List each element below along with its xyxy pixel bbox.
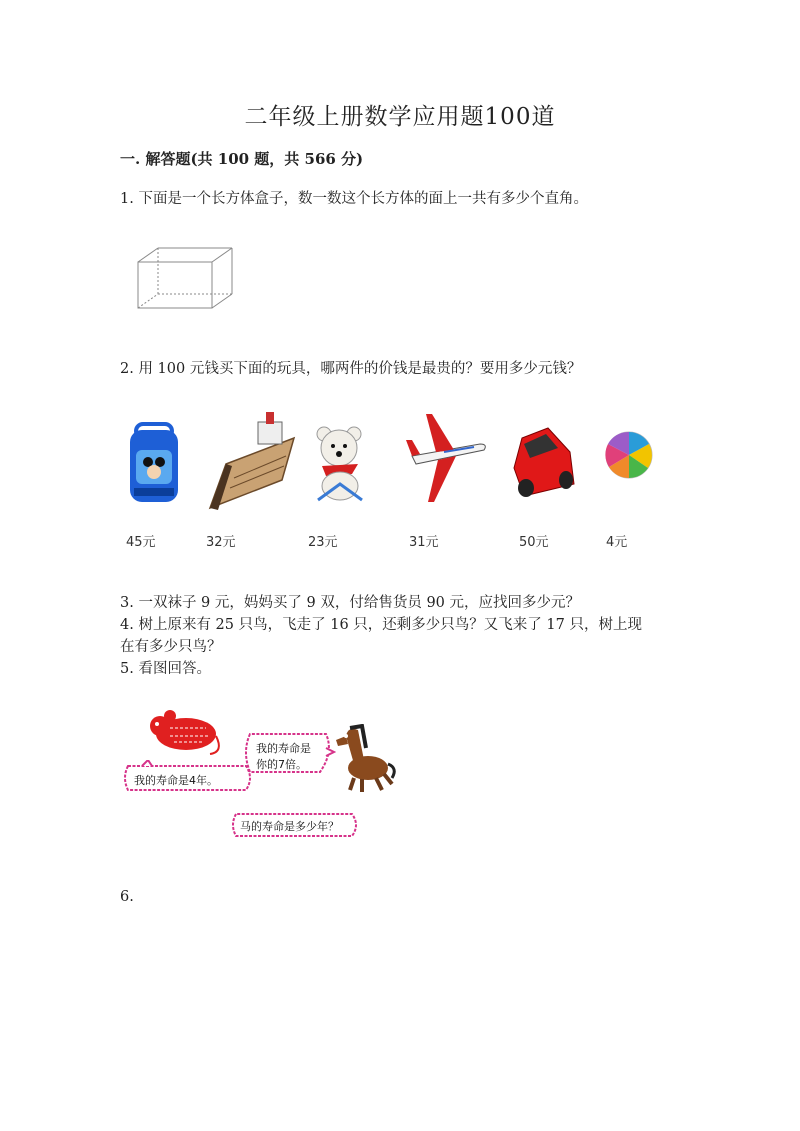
price-car: 50元: [519, 535, 549, 550]
cuboid-figure: [136, 246, 236, 312]
horse-icon: [332, 724, 398, 794]
airplane-icon: [404, 410, 488, 506]
question-speech-text: 马的寿命是多少年？: [240, 820, 339, 833]
price-ship: 32元: [206, 535, 236, 550]
car-icon: [508, 418, 578, 500]
question-6: 6.: [120, 889, 134, 905]
backpack-icon: [126, 420, 182, 506]
price-ball: 4元: [606, 535, 628, 550]
ball-icon: [604, 430, 654, 480]
question-2: 2. 用 100 元钱买下面的玩具，哪两件的价钱是最贵的？要用多少元钱？: [120, 361, 582, 377]
section-heading: 一. 解答题(共 100 题，共 566 分): [120, 150, 364, 168]
price-airplane: 31元: [409, 535, 439, 550]
question-3: 3. 一双袜子 9 元，妈妈买了 9 双，付给售货员 90 元，应找回多少元？: [120, 595, 580, 611]
horse-speech-text-line-2: 你的7倍。: [256, 758, 307, 771]
question-5: 5. 看图回答。: [120, 661, 211, 677]
page-title: 二年级上册数学应用题100道: [244, 104, 556, 130]
question-1: 1. 下面是一个长方体盒子，数一数这个长方体的面上一共有多少个直角。: [120, 191, 588, 207]
ship-icon: [206, 408, 298, 512]
question-4-line-1: 4. 树上原来有 25 只鸟，飞走了 16 只，还剩多少只鸟？又飞来了 17 只，树上现: [120, 617, 642, 633]
price-bear: 23元: [308, 535, 338, 550]
horse-speech-text-line-1: 我的寿命是: [256, 742, 311, 755]
mouse-icon: [140, 708, 224, 758]
question-4-line-2: 在有多少只鸟？: [120, 639, 222, 655]
bear-icon: [312, 424, 368, 504]
mouse-speech-text: 我的寿命是4年。: [134, 774, 218, 787]
price-backpack: 45元: [126, 535, 156, 550]
